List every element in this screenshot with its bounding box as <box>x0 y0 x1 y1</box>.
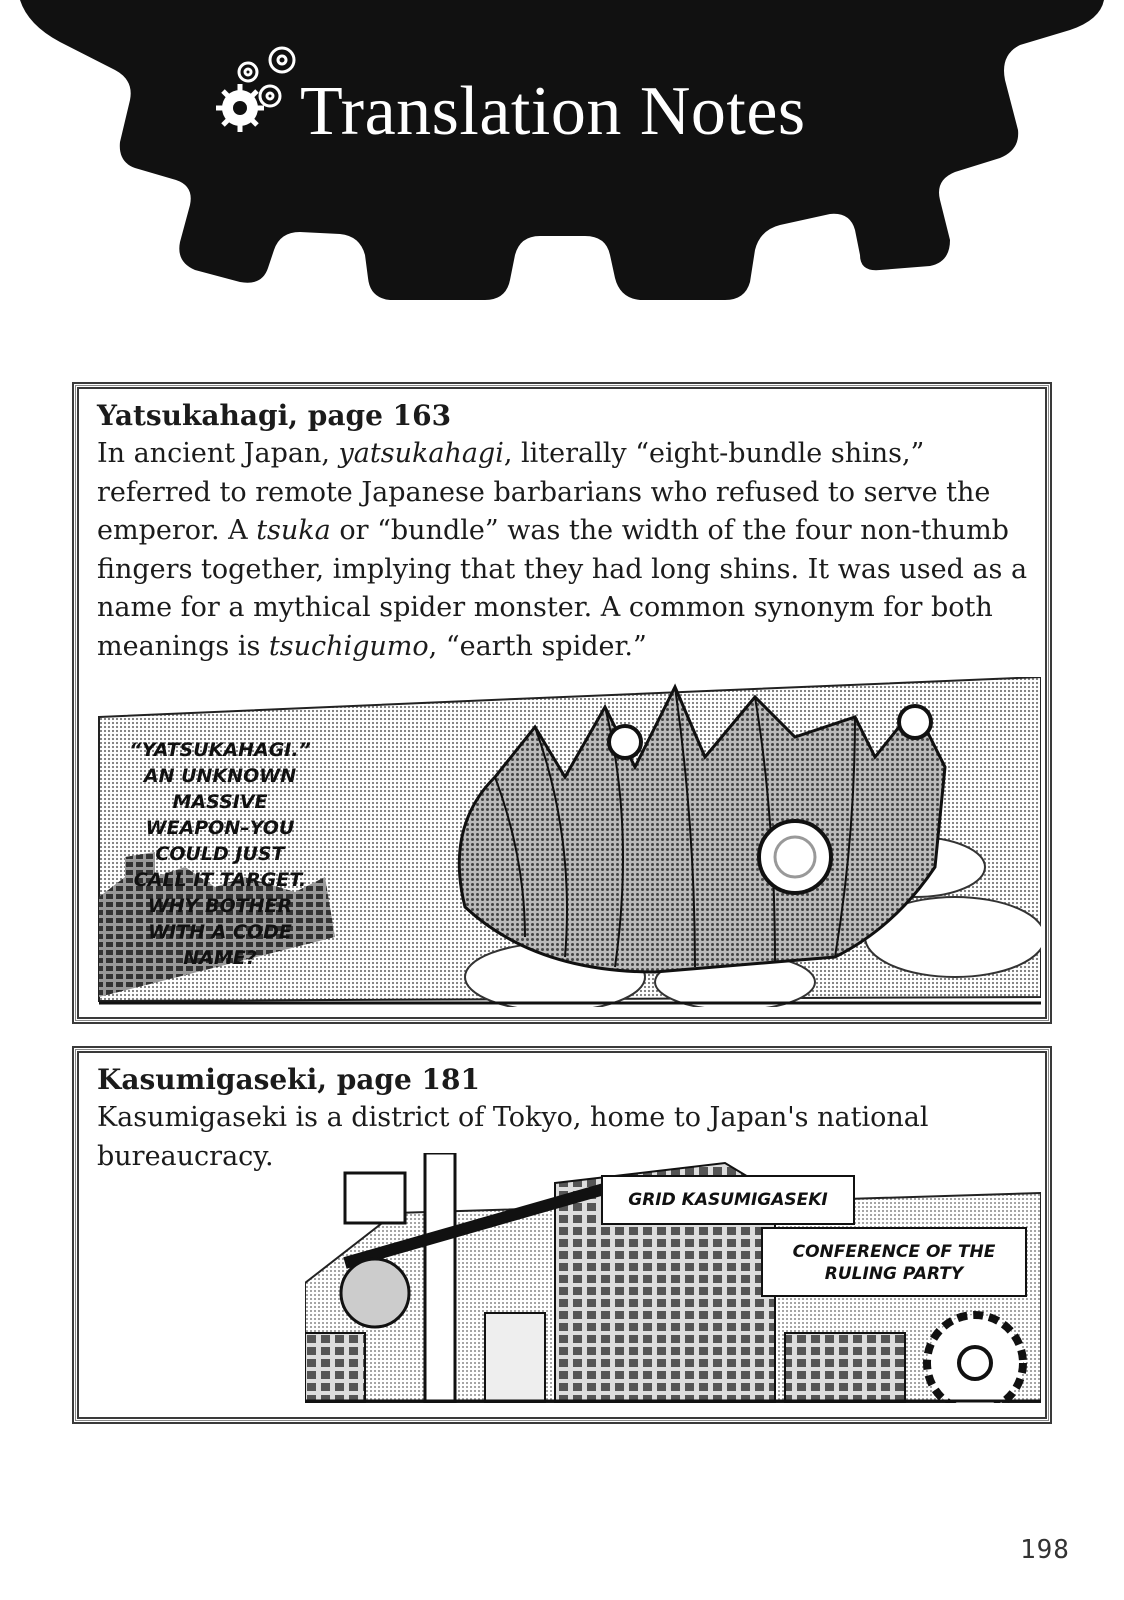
gears-icon <box>212 36 302 136</box>
note-title: Kasumigaseki, page 181 <box>97 1063 481 1096</box>
page-number: 198 <box>1020 1535 1070 1565</box>
caption-line: WITH A CODE <box>148 921 292 943</box>
caption-line: AN UNKNOWN <box>143 765 297 787</box>
note-paragraph <box>97 435 1042 666</box>
panel-caption <box>761 1227 1027 1297</box>
caption-line: COULD JUST <box>155 843 285 865</box>
caption-line: WHY BOTHER <box>147 895 293 917</box>
note-box-kasumigaseki <box>72 1046 1052 1424</box>
body-run-italic: tsuka <box>256 515 331 546</box>
manga-panel-building <box>305 1153 1041 1403</box>
page-title: Translation Notes <box>300 73 806 150</box>
manga-panel-spider-monster <box>95 677 1041 1007</box>
caption-line: NAME? <box>183 947 257 969</box>
body-run: , literally “eight-bundle shins,” referred to remote Japanese barbarians who refused to serve the emperor. A <box>97 438 991 546</box>
note-box-yatsukahagi <box>72 382 1052 1024</box>
caption-line: MASSIVE <box>172 791 268 813</box>
panel-caption <box>115 737 325 971</box>
gear-shape <box>0 0 1124 310</box>
caption-line: CALL IT TARGET. <box>133 869 307 891</box>
body-run: or “bundle” was the width of the four non-thumb fingers together, implying that they had long shins. It was used as a name for a mythical spider monster. A common synonym for both meanings is <box>97 515 1028 662</box>
body-run: In ancient Japan, <box>97 438 339 469</box>
caption-line: WEAPON–YOU <box>145 817 295 839</box>
header-gear-banner <box>0 0 1124 310</box>
caption-line: CONFERENCE OF THE <box>792 1242 996 1262</box>
body-run: , “earth spider.” <box>428 630 647 662</box>
body-run-italic: tsuchigumo <box>268 630 429 662</box>
body-run-italic: yatsukahagi <box>338 438 504 469</box>
note-body <box>97 435 1042 666</box>
panel-caption: GRID KASUMIGASEKI <box>601 1175 855 1225</box>
body-run: Kasumigaseki is a district of Tokyo, home to Japan's national bureaucracy. <box>97 1102 929 1172</box>
caption-line: RULING PARTY <box>824 1264 964 1284</box>
note-title: Yatsukahagi, page 163 <box>97 399 452 432</box>
caption-line: “YATSUKAHAGI.” <box>129 739 311 761</box>
